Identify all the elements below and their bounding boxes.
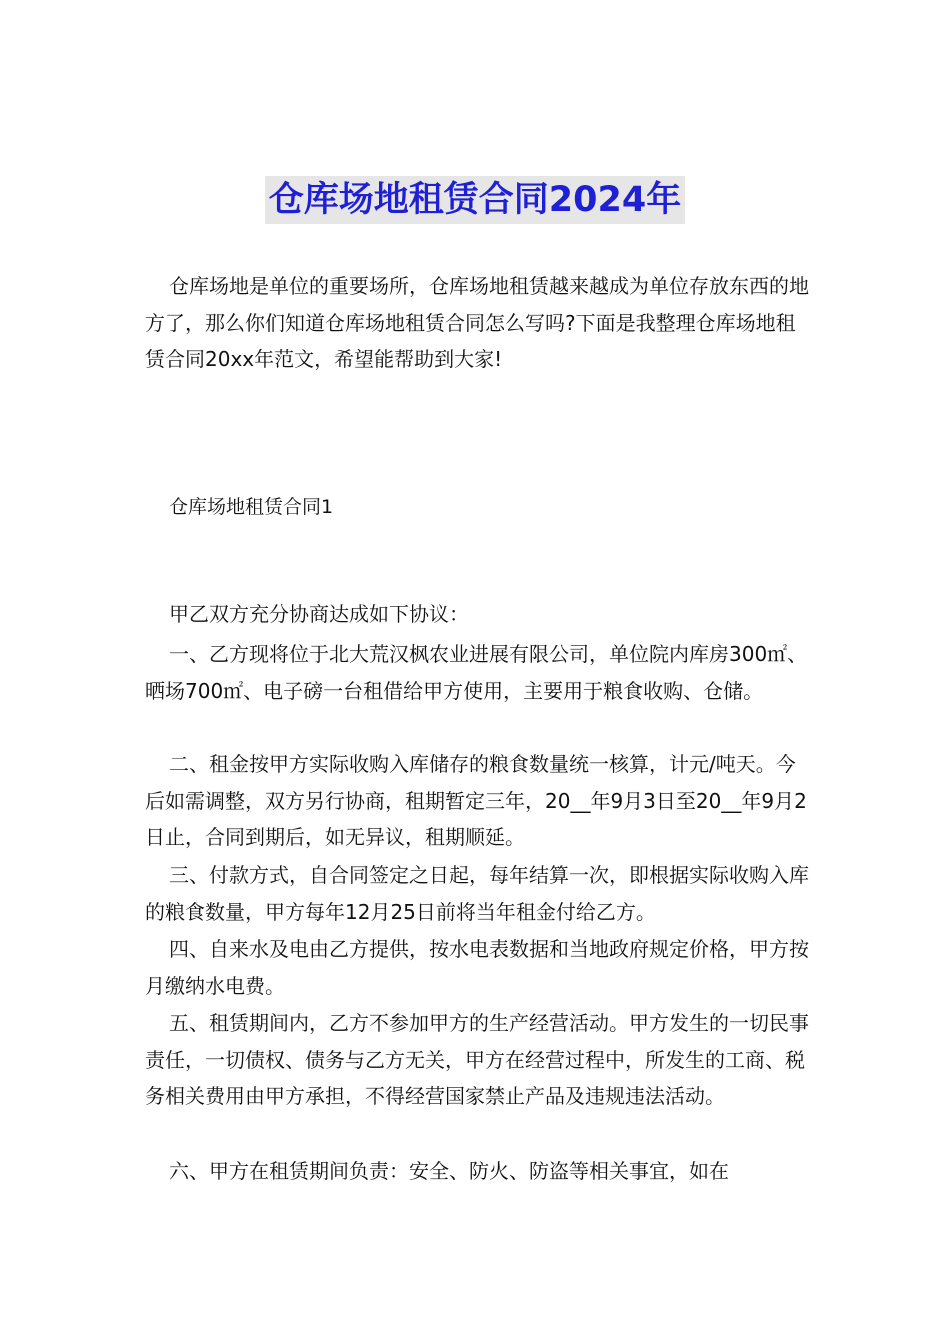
clause-2: 二、租金按甲方实际收购入库储存的粮食数量统一核算，计元/吨天。今后如需调整，双方另行协商，租期暂定三年，20__年9月3日至20__年9月2日止，合同到期后，如无异议，租期顺延。 <box>145 752 807 849</box>
clause-5: 五、租赁期间内，乙方不参加甲方的生产经营活动。甲方发生的一切民事责任，一切债权、债务与乙方无关，甲方在经营过程中，所发生的工商、税务相关费用由甲方承担，不得经营国家禁止产品及违规违法活动。 <box>145 1011 809 1108</box>
clause-1: 一、乙方现将位于北大荒汉枫农业进展有限公司，单位院内库房300㎡、晒场700㎡、电子磅一台租借给甲方使用，主要用于粮食收购、仓储。 <box>145 642 808 703</box>
agreement-intro: 甲乙双方充分协商达成如下协议： <box>169 602 469 626</box>
document-title: 仓库场地租赁合同2024年 <box>265 176 685 224</box>
title-container <box>0 176 950 224</box>
clause-3: 三、付款方式，自合同签定之日起，每年结算一次，即根据实际收购入库的粮食数量，甲方每年12月25日前将当年租金付给乙方。 <box>145 863 809 924</box>
clause-6: 六、甲方在租赁期间负责：安全、防火、防盗等相关事宜，如在 <box>169 1159 729 1183</box>
intro-paragraph: 仓库场地是单位的重要场所，仓库场地租赁越来越成为单位存放东西的地方了，那么你们知道仓库场地租赁合同怎么写吗?下面是我整理仓库场地租赁合同20xx年范文，希望能帮助到大家! <box>145 274 809 371</box>
clause-4: 四、自来水及电由乙方提供，按水电表数据和当地政府规定价格，甲方按月缴纳水电费。 <box>145 937 809 998</box>
section-heading: 仓库场地租赁合同1 <box>169 496 334 518</box>
